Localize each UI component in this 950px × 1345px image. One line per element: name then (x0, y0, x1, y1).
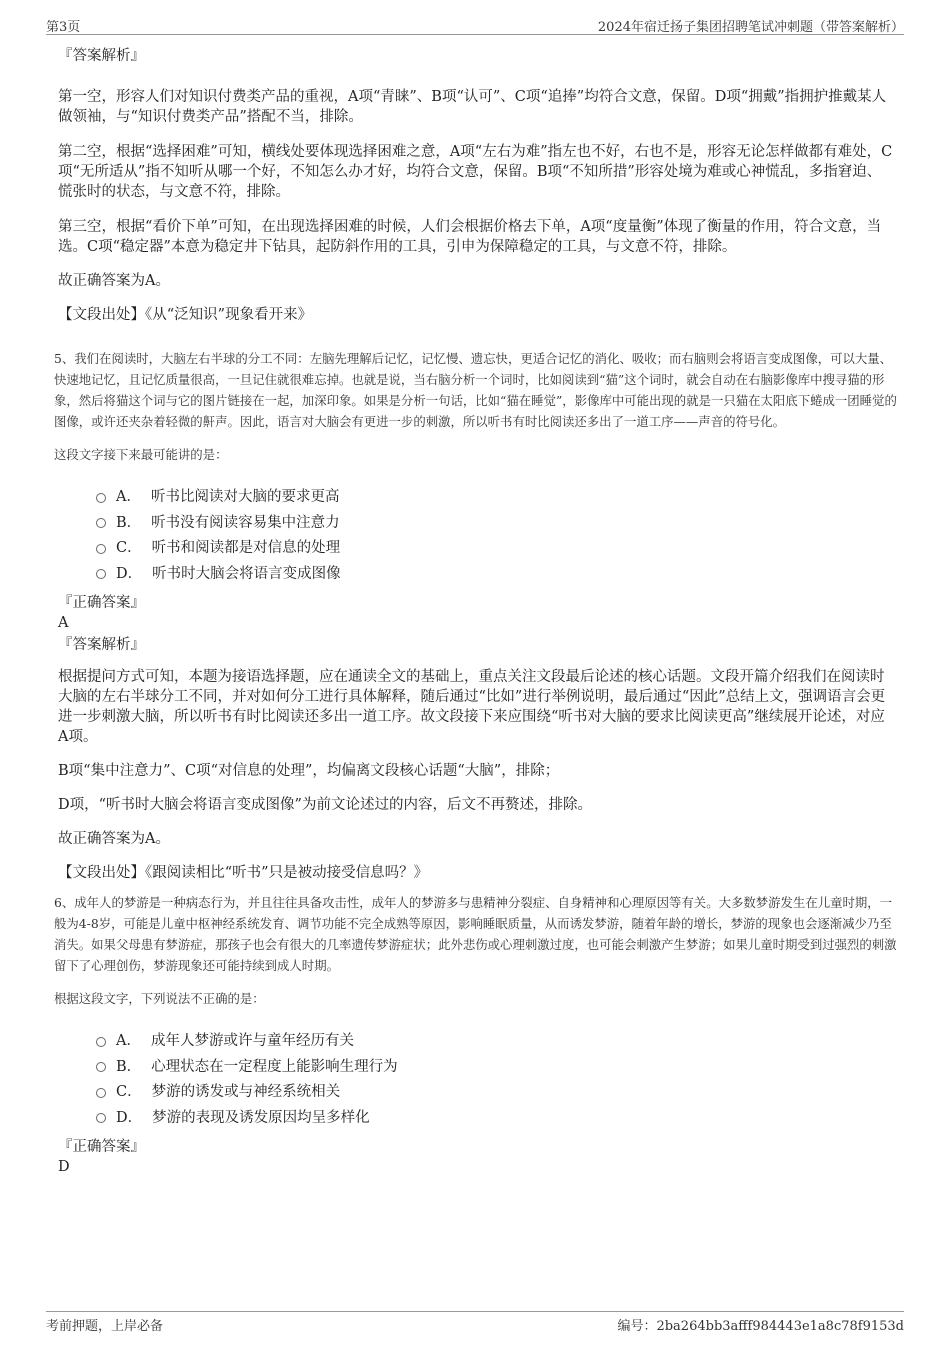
page-header (46, 14, 904, 35)
question-5-passage: 5、我们在阅读时，大脑左右半球的分工不同：左脑先理解后记忆，记忆慢、遗忘快，更适合记忆的消化、吸收；而右脑则会将语言变成图像，可以大量、快速地记忆，且记忆质量很高，一旦记住就很难忘掉。也就是说，当右脑分析一个词时，比如阅读到“猫”这个词时，就会自动在右脑影像库中搜寻猫的形象，然后将猫这个词与它的图片链接在一起，加深印象。如果是分析一句话，比如“猫在睡觉”，影像库中可能出现的就是一只猫在太阳底下蜷成一团睡觉的图像，或许还夹杂着轻微的鼾声。因此，语言对大脑会有更进一步的刺激，所以听书有时比阅读还多出了一道工序——声音的符号化。 (54, 351, 897, 429)
correct-answer-value: A (58, 615, 69, 631)
analysis-label: 『答案解析』 (58, 48, 145, 64)
option-c[interactable]: C． 听书和阅读都是对信息的处理 (96, 534, 904, 560)
option-text: 梦游的诱发或与神经系统相关 (151, 1084, 341, 1101)
question-5-stem: 这段文字接下来最可能讲的是： (54, 447, 228, 462)
option-text: 听书比阅读对大脑的要求更高 (150, 489, 340, 506)
question-5-analysis-2: B项“集中注意力”、C项“对信息的处理”，均偏离文段核心话题“大脑”，排除； (58, 763, 560, 779)
radio-icon[interactable] (96, 1088, 106, 1098)
question-5-analysis-3: D项，“听书时大脑会将语言变成图像”为前文论述过的内容，后文不再赘述，排除。 (58, 797, 592, 813)
radio-icon[interactable] (96, 493, 106, 503)
option-a[interactable]: A． 成年人梦游或许与童年经历有关 (96, 1027, 904, 1053)
footer-slogan: 考前押题，上岸必备 (46, 1319, 164, 1334)
option-b[interactable]: B． 听书没有阅读容易集中注意力 (96, 509, 904, 535)
option-c[interactable]: C． 梦游的诱发或与神经系统相关 (96, 1078, 904, 1104)
radio-icon[interactable] (96, 518, 106, 528)
source-citation: 【文段出处】《从“泛知识”现象看开来》 (58, 307, 313, 323)
document-title: 2024年宿迁扬子集团招聘笔试冲刺题（带答案解析） (597, 20, 904, 35)
analysis-conclusion: 故正确答案为A。 (58, 273, 170, 289)
option-b[interactable]: B． 心理状态在一定程度上能影响生理行为 (96, 1053, 904, 1079)
radio-icon[interactable] (96, 1113, 106, 1123)
question-6-passage: 6、成年人的梦游是一种病态行为，并且往往具备攻击性，成年人的梦游多与患精神分裂症、自身精神和心理原因等有关。大多数梦游发生在儿童时期，一般为4-8岁，可能是儿童中枢神经系统发育、调节功能不完全成熟等原因，影响睡眠质量，从而诱发梦游，随着年龄的增长，梦游的现象也会逐渐减少乃至消失。如果父母患有梦游症，那孩子也会有很大的几率遗传梦游症状；此外悲伤或心理刺激过度，也可能会刺激产生梦游；如果儿童时期受到过强烈的刺激留下了心理创伤，梦游现象还可能持续到成人时期。 (54, 895, 897, 973)
analysis-paragraph-3: 第三空，根据“看价下单”可知，在出现选择困难的时候，人们会根据价格去下单，A项“度量衡”体现了衡量的作用，符合文意，当选。C项“稳定器”本意为稳定井下钻具，起防斜作用的工具，引申为保障稳定的工具，与文意不符，排除。 (58, 219, 882, 255)
analysis-paragraph-2: 第二空，根据“选择困难”可知，横线处要体现选择困难之意，A项“左右为难”指左也不好，右也不是，形容无论怎样做都有难处，C项“无所适从”指不知听从哪一个好，不知怎么办才好，均符合文意，保留。B项“不知所措”形容处境为难或心神慌乱，多指窘迫、慌张时的状态，与文意不符，排除。 (58, 144, 893, 200)
option-a[interactable]: A． 听书比阅读对大脑的要求更高 (96, 483, 904, 509)
radio-icon[interactable] (96, 569, 106, 579)
page-footer (46, 1311, 904, 1336)
option-text: 心理状态在一定程度上能影响生理行为 (151, 1058, 398, 1075)
radio-icon[interactable] (96, 544, 106, 554)
analysis-label: 『答案解析』 (58, 637, 145, 653)
analysis-paragraph-1: 第一空，形容人们对知识付费类产品的重视，A项“青睐”、B项“认可”、C项“追捧”均符合文意，保留。D项“拥戴”指拥护推戴某人做领袖，与“知识付费类产品”搭配不当，排除。 (58, 89, 887, 125)
option-d[interactable]: D． 梦游的表现及诱发原因均呈多样化 (96, 1104, 904, 1130)
correct-answer-value: D (58, 1159, 70, 1175)
radio-icon[interactable] (96, 1037, 106, 1047)
radio-icon[interactable] (96, 1062, 106, 1072)
option-text: 听书和阅读都是对信息的处理 (151, 540, 341, 557)
source-citation: 【文段出处】《跟阅读相比“听书”只是被动接受信息吗？》 (58, 865, 429, 881)
page-content (46, 38, 904, 1177)
option-text: 成年人梦游或许与童年经历有关 (150, 1033, 354, 1050)
question-5-analysis-4: 故正确答案为A。 (58, 831, 170, 847)
correct-answer-label: 『正确答案』 (58, 1139, 145, 1155)
correct-answer-label: 『正确答案』 (58, 595, 145, 611)
option-text: 梦游的表现及诱发原因均呈多样化 (152, 1109, 370, 1126)
option-text: 听书时大脑会将语言变成图像 (152, 565, 341, 582)
question-5-analysis-1: 根据提问方式可知，本题为接语选择题，应在通读全文的基础上，重点关注文段最后论述的核心话题。文段开篇介绍我们在阅读时大脑的左右半球分工不同，并对如何分工进行具体解释，随后通过“比如”进行举例说明，最后通过“因此”总结上文，强调语言会更进一步刺激大脑，所以听书有时比阅读还多出一道工序。故文段接下来应围绕“听书对大脑的要求比阅读更高”继续展开论述，对应A项。 (58, 669, 886, 745)
question-6-stem: 根据这段文字，下列说法不正确的是： (54, 991, 265, 1006)
question-6-options (96, 1027, 904, 1129)
question-5-options (96, 483, 904, 585)
page-number: 第3页 (46, 20, 81, 35)
option-d[interactable]: D． 听书时大脑会将语言变成图像 (96, 560, 904, 586)
option-text: 听书没有阅读容易集中注意力 (151, 514, 340, 531)
document-id: 编号：2ba264bb3afff984443e1a8c78f9153d (617, 1319, 904, 1334)
